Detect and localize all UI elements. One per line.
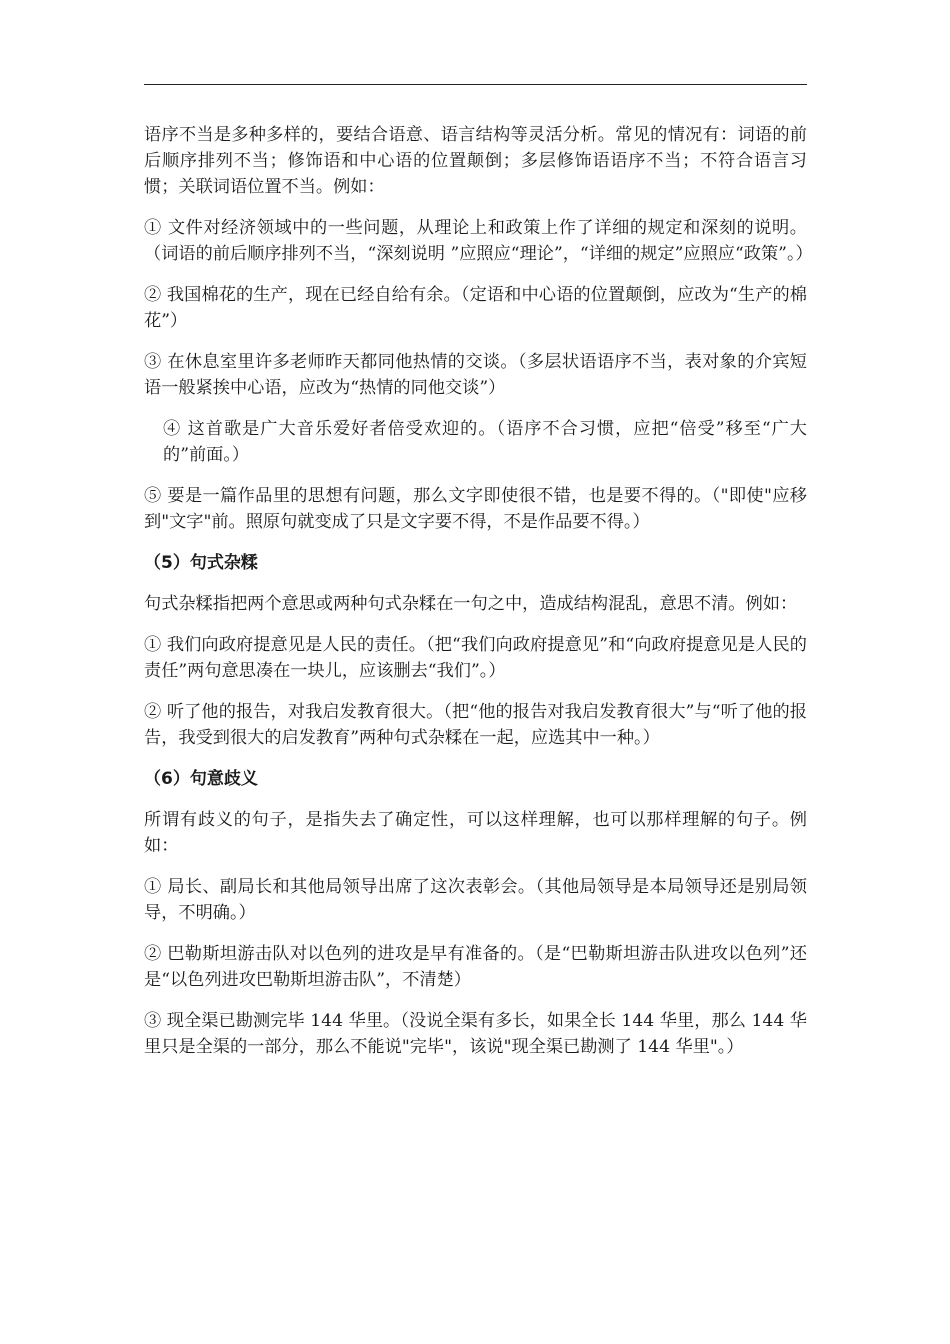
- section-5-paragraph: 句式杂糅指把两个意思或两种句式杂糅在一句之中，造成结构混乱，意思不清。例如：: [144, 594, 798, 614]
- section-heading-5: （5）句式杂糅: [144, 553, 258, 573]
- header-rule: [144, 84, 807, 85]
- section-6-example-1: ① 局长、副局长和其他局领导出席了这次表彰会。（其他局领导是本局领导还是别局领导，不明确。）: [144, 877, 807, 923]
- section-6-example-3: ③ 现全渠已勘测完毕 144 华里。（没说全渠有多长，如果全长 144 华里，那么 144 华里只是全渠的一部分，那么不能说"完毕"，该说"现全渠已勘测了 144 华里"。）: [144, 1011, 807, 1057]
- word-order-example-3: ③ 在休息室里许多老师昨天都同他热情的交谈。（多层状语语序不当，表对象的介宾短语一般紧挨中心语，应改为“热情的同他交谈”）: [144, 352, 807, 398]
- word-order-example-4: ④ 这首歌是广大音乐爱好者倍受欢迎的。（语序不合习惯，应把“倍受”移至“广大的”前面。）: [163, 419, 807, 465]
- intro-paragraph: 语序不当是多种多样的，要结合语意、语言结构等灵活分析。常见的情况有：词语的前后顺序排列不当；修饰语和中心语的位置颠倒；多层修饰语语序不当；不符合语言习惯；关联词语位置不当。例如：: [144, 125, 807, 197]
- word-order-example-1: ① 文件对经济领域中的一些问题，从理论上和政策上作了详细的规定和深刻的说明。（词语的前后顺序排列不当，“深刻说明 ”应照应“理论”，“详细的规定”应照应“政策”。）: [144, 218, 813, 264]
- section-5-example-1: ① 我们向政府提意见是人民的责任。（把“我们向政府提意见”和“向政府提意见是人民的责任”两句意思凑在一块儿，应该删去“我们”。）: [144, 635, 807, 681]
- document-body: [144, 122, 813, 1075]
- section-6-example-2: ② 巴勒斯坦游击队对以色列的进攻是早有准备的。（是“巴勒斯坦游击队进攻以色列”还是“以色列进攻巴勒斯坦游击队”，不清楚）: [144, 944, 807, 990]
- word-order-example-2: ② 我国棉花的生产，现在已经自给有余。（定语和中心语的位置颠倒，应改为“生产的棉花”）: [144, 285, 807, 331]
- section-6-paragraph: 所谓有歧义的句子，是指失去了确定性，可以这样理解，也可以那样理解的句子。例如：: [144, 810, 807, 856]
- word-order-example-5: ⑤ 要是一篇作品里的思想有问题，那么文字即使很不错，也是要不得的。（"即使"应移到"文字"前。照原句就变成了只是文字要不得，不是作品要不得。）: [144, 486, 807, 532]
- section-heading-6: （6）句意歧义: [144, 769, 258, 789]
- section-5-example-2: ② 听了他的报告，对我启发教育很大。（把“他的报告对我启发教育很大”与“听了他的报告，我受到很大的启发教育”两种句式杂糅在一起，应选其中一种。）: [144, 702, 807, 748]
